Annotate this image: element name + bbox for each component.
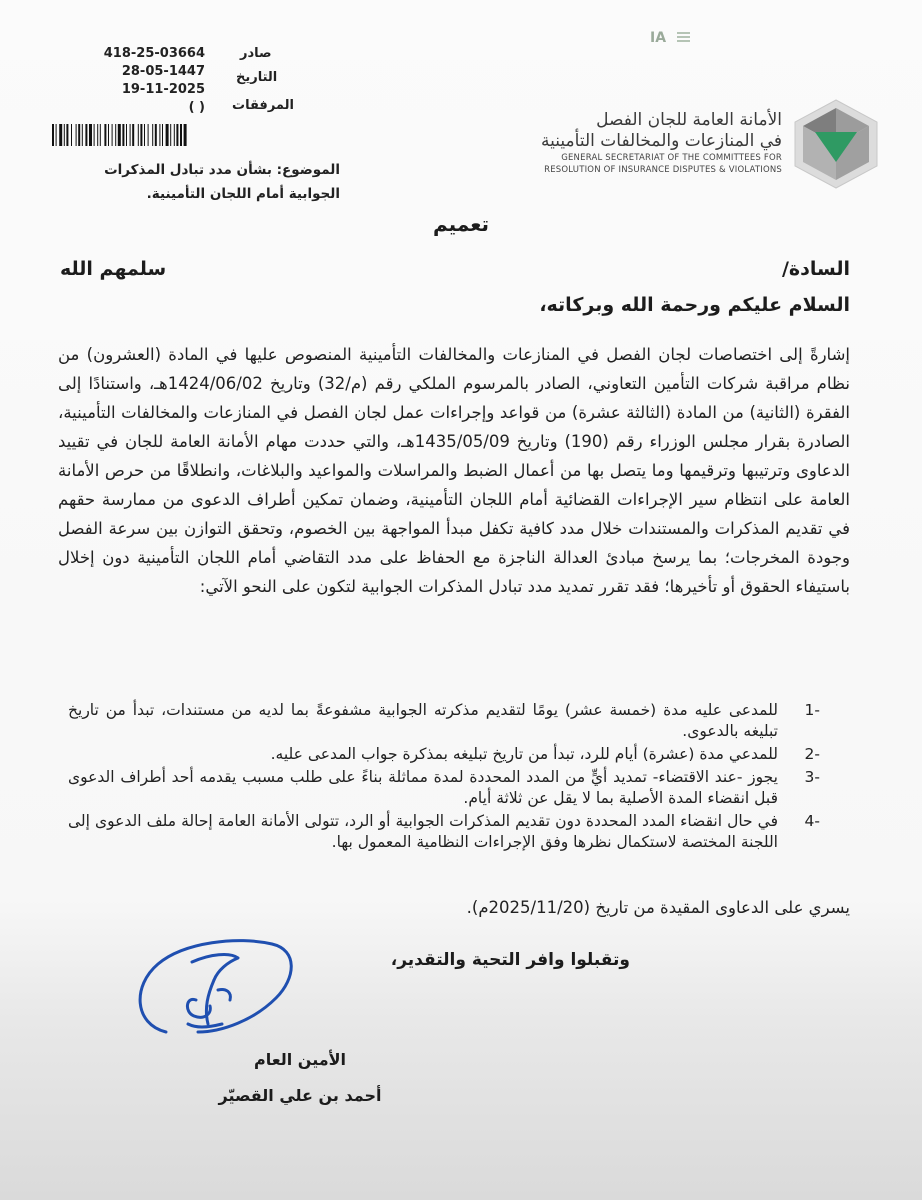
greeting: السلام عليكم ورحمة الله وبركاته،	[539, 294, 850, 316]
list-item-number: -2	[804, 745, 820, 763]
org-name-en-2: RESOLUTION OF INSURANCE DISPUTES & VIOLATIONS	[544, 165, 782, 175]
body-paragraph: إشارةً إلى اختصاصات لجان الفصل في المنازعات والمخالفات التأمينية المنصوص عليها في المادة (العشرون) من نظام مراقبة شركات التأمين التعاوني، الصادر بالمرسوم الملكي رقم (م/32) وتاريخ 1424/06/02هـ، واستنادًا إلى الفقرة (الثانية) من المادة (الثالثة عشرة) من قواعد وإجراءات عمل لجان الفصل في المنازعات والمخالفات التأمينية، الصادرة بقرار مجلس الوزراء رقم (190) وتاريخ 1435/05/09هـ، والتي حددت مهام الأمانة العامة للجان في تقييد الدعاوى وترتيبها وترقيمها وما يتصل بها من أعمال الضبط والمراسلات والمواعيد والبلاغات، وانطلاقًا من حرص الأمانة العامة على انتظام سير الإجراءات القضائية أمام اللجان التأمينية، وضمان تمكين أطراف الدعوى من ممارسة حقهم في تقديم المذكرات والمستندات خلال مدد كافية تكفل مبدأ المواجهة بين الخصوم، وتحقق التوازن بين سرعة الفصل وجودة المخرجات؛ بما يرسخ مبادئ العدالة الناجزة مع الحفاظ على مدد التقاضي أمام اللجان التأمينية دون إخلال باستيفاء الحقوق أو تأخيرها؛ فقد تقرر تمديد مدد تبادل المذكرات الجوابية لتكون على النحو الآتي:	[58, 345, 851, 596]
org-mark: IA	[650, 30, 667, 46]
blessing: سلمهم الله	[60, 258, 167, 280]
list-item	[68, 700, 820, 742]
subject-line-2: الجوابية أمام اللجان التأمينية.	[146, 186, 340, 202]
list-item-text: في حال انقضاء المدد المحددة دون تقديم المذكرات الجوابية أو الرد، تتولى الأمانة العامة إحالة ملف الدعوى إلى اللجنة المختصة لاستكمال نظرها وفق الإجراءات النظامية المعمول بها.	[68, 812, 778, 851]
effective-date: يسري على الدعاوى المقيدة من تاريخ (2025/11/20م).	[466, 898, 850, 917]
barcode-icon	[52, 124, 292, 146]
list-item-text: للمدعي مدة (عشرة) أيام للرد، تبدأ من تاريخ تبليغه بمذكرة جواب المدعى عليه.	[270, 745, 778, 763]
list-item	[68, 811, 820, 853]
reference-number: 418-25-03664	[103, 46, 205, 61]
signatory-title: الأمين العام	[253, 1050, 347, 1069]
list-item-text: يجوز -عند الاقتضاء- تمديد أيٍّ من المدد المحددة لمدة مماثلة بناءً على طلب مسبب يقدمه أحد أطراف الدعوى قبل انقضاء المدة الأصلية بما لا يقل عن ثلاثة أيام.	[68, 768, 778, 807]
closing-line: وتقبلوا وافر التحية والتقدير،	[390, 950, 630, 970]
list-item-number: -1	[804, 701, 820, 719]
list-item-number: -4	[804, 812, 820, 830]
attachments-label: المرفقات	[232, 98, 294, 113]
org-name-ar-1: الأمانة العامة للجان الفصل	[596, 110, 782, 130]
triangle-emblem-icon	[793, 98, 879, 190]
date-label: التاريخ	[236, 70, 278, 85]
list-item-text: للمدعى عليه مدة (خمسة عشر) يومًا لتقديم مذكرته الجوابية مشفوعةً بما لديه من مستندات، تبدأ من تاريخ تبليغه بالدعوى.	[68, 701, 778, 740]
signatory-name: أحمد بن علي القصيّر	[218, 1086, 382, 1105]
document-title: تعميم	[432, 212, 490, 236]
subject-line-1: الموضوع: بشأن مدد تبادل المذكرات	[104, 162, 340, 178]
signature-icon	[126, 928, 306, 1046]
org-name-en-1: GENERAL SECRETARIAT OF THE COMMITTEES FOR	[561, 153, 782, 163]
org-name-ar-2: في المنازعات والمخالفات التأمينية	[541, 131, 782, 151]
list-item	[68, 767, 820, 809]
grid-mark-icon	[676, 30, 692, 46]
gregorian-date: 19-11-2025	[121, 82, 205, 97]
reference-label: صادر	[240, 46, 272, 61]
list-item-number: -3	[804, 768, 820, 786]
attachments-value: ( )	[188, 100, 205, 115]
provisions-list	[68, 700, 820, 855]
list-item	[68, 744, 820, 765]
hijri-date: 28-05-1447	[121, 64, 205, 79]
subject-block	[30, 158, 340, 206]
addressee: السادة/	[781, 258, 850, 280]
